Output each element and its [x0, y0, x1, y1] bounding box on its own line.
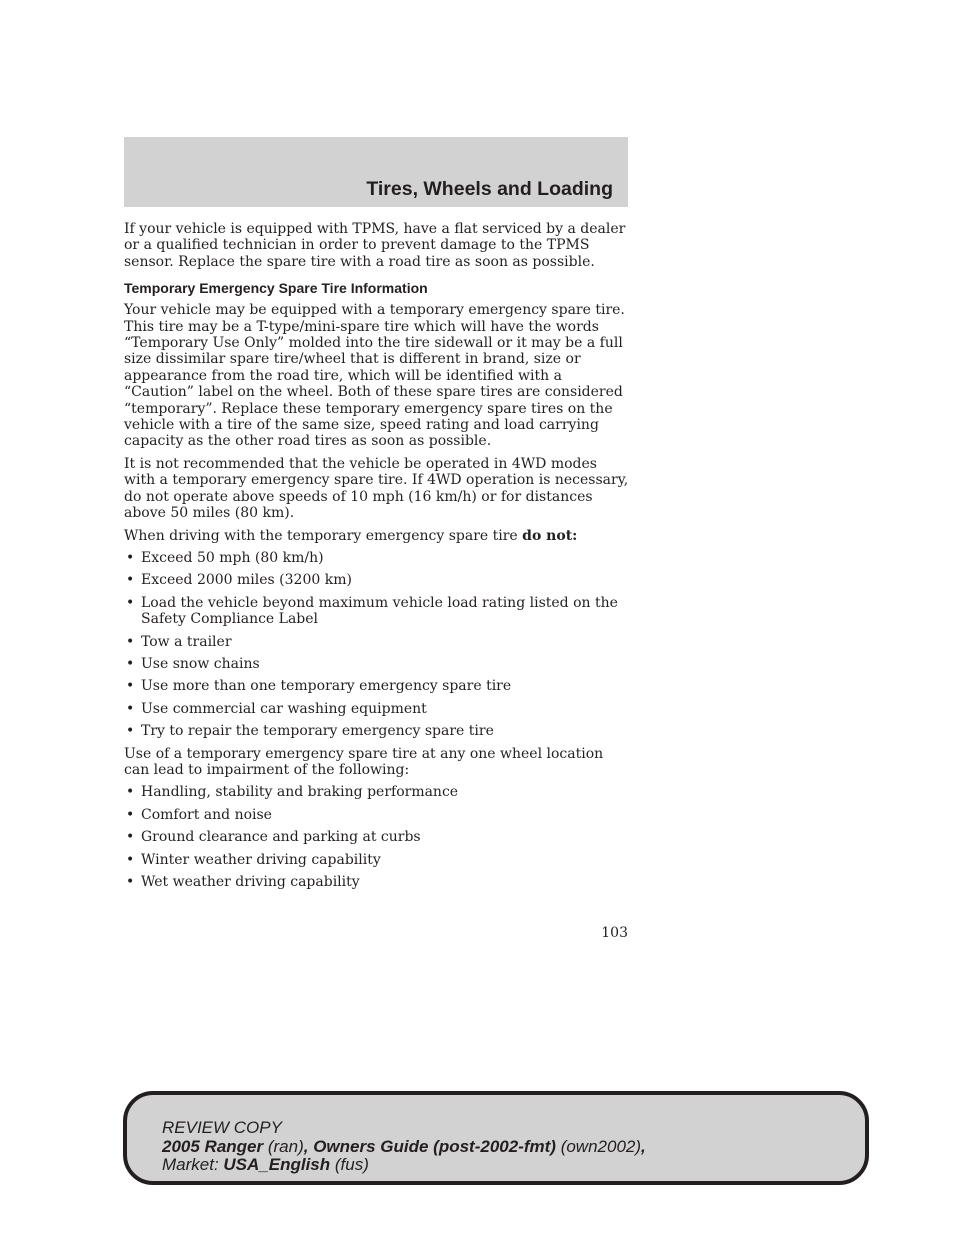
list-item-text: Wet weather driving capability [141, 874, 360, 890]
model-name: 2005 Ranger [162, 1136, 264, 1156]
model-code: (ran) [263, 1136, 304, 1156]
list-item-text: Comfort and noise [141, 806, 272, 823]
list-item [124, 678, 632, 694]
guide-code: (own2002) [555, 1136, 642, 1156]
bullet-icon [126, 550, 134, 566]
bullet-icon [126, 595, 134, 611]
list-item-text: Exceed 2000 miles (3200 km) [141, 572, 352, 589]
section-title: Tires, Wheels and Loading [366, 178, 613, 200]
separator: , [303, 1136, 314, 1156]
list-item-text: Handling, stability and braking performance [141, 784, 459, 801]
market-line [162, 1156, 646, 1175]
bullet-icon [126, 572, 134, 588]
bullet-icon [126, 784, 134, 800]
list-item [124, 634, 632, 650]
do-not-list [124, 550, 632, 740]
review-copy-box [123, 1091, 869, 1185]
bullet-icon [126, 723, 134, 739]
list-item [124, 550, 632, 566]
list-item [124, 874, 632, 890]
bullet-icon [126, 678, 134, 694]
list-item [124, 656, 632, 672]
list-item-text: Tow a trailer [141, 633, 232, 650]
bullet-icon [126, 701, 134, 717]
intro-paragraph: If your vehicle is equipped with TPMS, have a flat serviced by a dealer or a qualified technician in order to prevent damage to the TPMS sensor. Replace the spare tire with a road tire as soon as possible. [124, 221, 626, 270]
list-item-text: Use commercial car washing equipment [141, 700, 427, 717]
list-item-text: Try to repair the temporary emergency spare tire [141, 723, 494, 740]
subsection-heading: Temporary Emergency Spare Tire Information [124, 280, 428, 297]
market-label: Market: [162, 1155, 224, 1174]
list-item-text: Ground clearance and parking at curbs [141, 829, 421, 846]
list-item [124, 807, 632, 823]
market-code: (fus) [330, 1155, 369, 1174]
bullet-icon [126, 656, 134, 672]
page-content [124, 221, 632, 896]
list-item [124, 723, 632, 739]
bullet-icon [126, 874, 134, 890]
guide-name: Owners Guide (post-2002-fmt) [313, 1136, 556, 1156]
review-copy-label: REVIEW COPY [162, 1118, 282, 1137]
do-not-bold-text: do not: [522, 527, 578, 544]
bullet-icon [126, 852, 134, 868]
bullet-icon [126, 829, 134, 845]
review-copy-text [162, 1119, 646, 1175]
bullet-icon [126, 634, 134, 650]
do-not-lead-text: When driving with the temporary emergency spare tire [124, 527, 523, 544]
list-item [124, 784, 632, 800]
list-item [124, 829, 632, 845]
list-item-text: Use more than one temporary emergency spare tire [141, 678, 512, 695]
market-name: USA_English [223, 1155, 331, 1174]
list-item-text: Use snow chains [141, 655, 260, 672]
guide-info-line [162, 1138, 646, 1157]
list-item-text: Winter weather driving capability [141, 851, 381, 868]
list-item-text: Exceed 50 mph (80 km/h) [141, 549, 324, 566]
bullet-icon [126, 807, 134, 823]
4wd-paragraph: It is not recommended that the vehicle be operated in 4WD modes with a temporary emergency spare tire. If 4WD operation is necessary, do not operate above speeds of 10 mph (16 km/h) or for distances above 50 miles (80 km). [124, 455, 629, 522]
section-header [124, 137, 628, 207]
list-item-text: Load the vehicle beyond maximum vehicle load rating listed on the Safety Compliance Label [141, 594, 618, 628]
do-not-intro [124, 528, 632, 544]
impairment-intro: Use of a temporary emergency spare tire at any one wheel location can lead to impairment of the following: [124, 745, 604, 778]
separator: , [641, 1136, 646, 1156]
spare-tire-paragraph: Your vehicle may be equipped with a temporary emergency spare tire. This tire may be a T-type/mini-spare tire which will have the words “Temporary Use Only” molded into the tire sidewall or it may be a full size dissimilar spare tire/wheel that is different in brand, size or appearance from the road tire, which will be identified with a “Caution” label on the wheel. Both of these spare tires are considered “temporary”. Replace these temporary emergency spare tires on the vehicle with a tire of the same size, speed rating and load carrying capacity as the other road tires as soon as possible. [124, 302, 625, 450]
list-item [124, 595, 632, 628]
list-item [124, 852, 632, 868]
impairment-list [124, 784, 632, 890]
list-item [124, 701, 632, 717]
list-item [124, 572, 632, 588]
page-number: 103 [601, 925, 628, 941]
